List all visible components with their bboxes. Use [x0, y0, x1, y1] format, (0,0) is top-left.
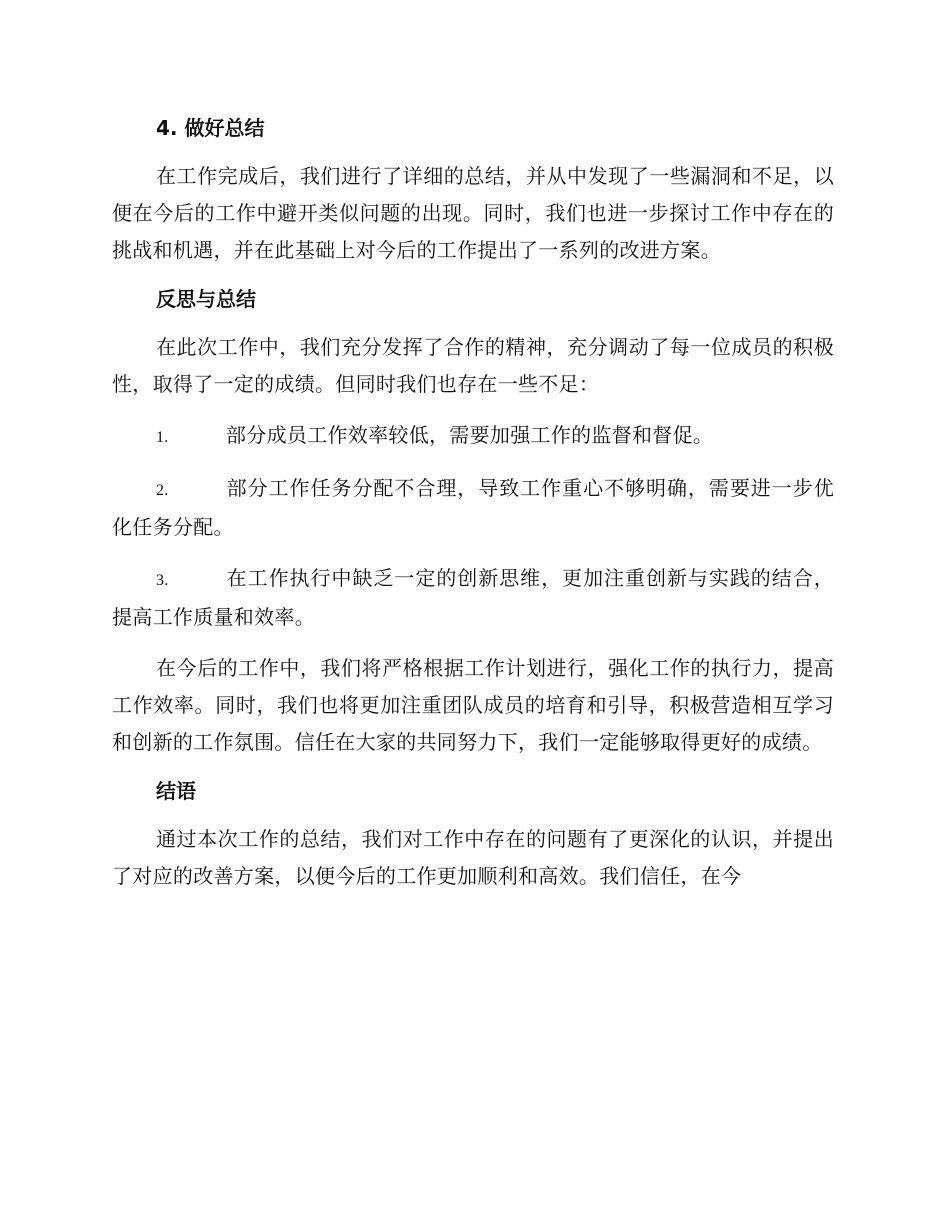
reflection-closing-paragraph: 在今后的工作中，我们将严格根据工作计划进行，强化工作的执行力，提高工作效率。同时，我们也将更加注重团队成员的培育和引导，积极营造相互学习和创新的工作氛围。信任在大家的共同努力下，我们一定能够取得更好的成绩。 — [112, 656, 834, 754]
list-item — [112, 560, 834, 636]
document-body — [112, 112, 834, 909]
list-number: 1. — [156, 429, 169, 446]
summary-paragraph: 在工作完成后，我们进行了详细的总结，并从中发现了一些漏洞和不足，以便在今后的工作中避开类似问题的出现。同时，我们也进一步探讨工作中存在的挑战和机遇，并在此基础上对今后的工作提出了一系列的改进方案。 — [112, 164, 834, 262]
list-item — [112, 470, 834, 546]
list-item — [112, 417, 834, 456]
list-text: 在工作执行中缺乏一定的创新思维，更加注重创新与实践的结合，提高工作质量和效率。 — [112, 566, 834, 629]
list-text: 部分工作任务分配不合理，导致工作重心不够明确，需要进一步优化任务分配。 — [112, 476, 834, 539]
list-text: 部分成员工作效率较低，需要加强工作的监督和督促。 — [226, 423, 714, 447]
list-number: 3. — [156, 572, 169, 589]
section-heading-conclusion: 结语 — [156, 779, 196, 803]
conclusion-paragraph: 通过本次工作的总结，我们对工作中存在的问题有了更深化的认识，并提出了对应的改善方案，以便今后的工作更加顺利和高效。我们信任，在今 — [112, 827, 834, 888]
section-heading-summary: 4. 做好总结 — [156, 116, 265, 140]
reflection-intro-paragraph: 在此次工作中，我们充分发挥了合作的精神，充分调动了每一位成员的积极性，取得了一定的成绩。但同时我们也存在一些不足： — [112, 335, 834, 396]
list-number: 2. — [156, 482, 169, 499]
section-heading-reflection: 反思与总结 — [156, 287, 256, 311]
